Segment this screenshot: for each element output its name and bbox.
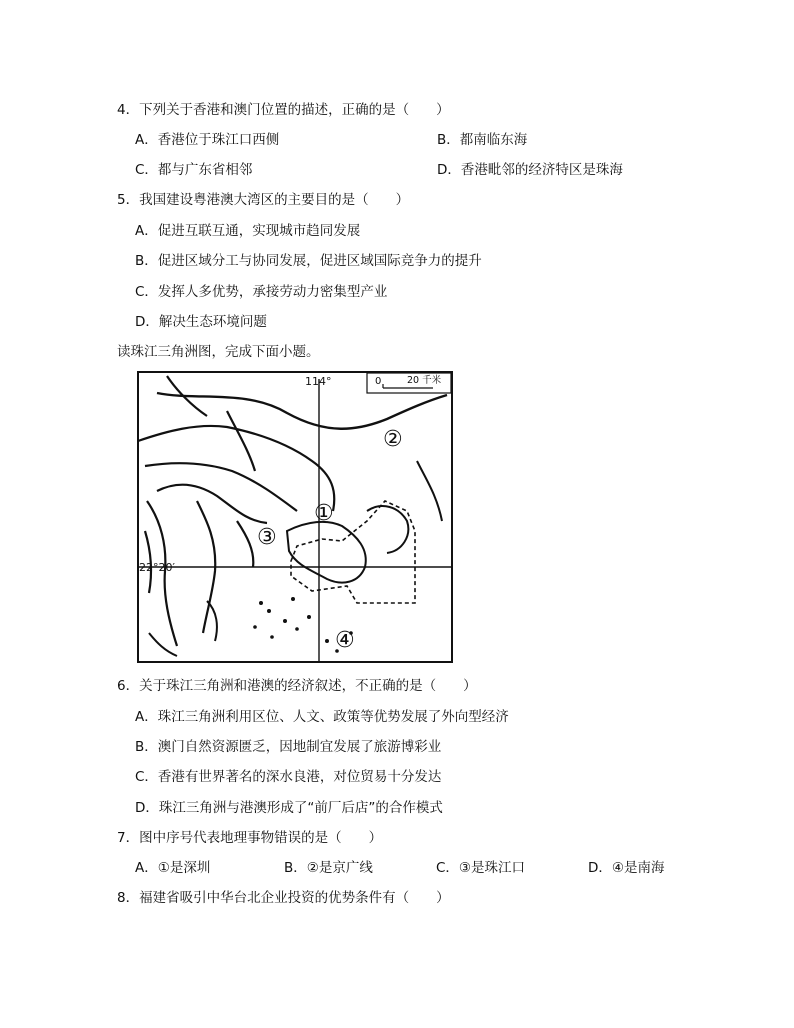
marker-4: ④	[335, 628, 355, 653]
latitude-label: 22°20′	[139, 561, 175, 574]
q7-option-b: B．②是京广线	[284, 860, 373, 876]
scale-label: 20 千米	[407, 375, 442, 386]
q7-option-c: C．③是珠江口	[436, 860, 526, 876]
marker-3: ③	[257, 525, 277, 550]
q5-option-a: A．促进互联互通，实现城市趋同发展	[135, 223, 361, 239]
question-8-stem: 8．福建省吸引中华台北企业投资的优势条件有（ ）	[117, 890, 450, 906]
q4-option-d: D．香港毗邻的经济特区是珠海	[437, 162, 623, 178]
scale-zero: 0	[375, 376, 382, 387]
marker-1: ①	[314, 501, 334, 526]
q6-option-b: B．澳门自然资源匮乏，因地制宜发展了旅游博彩业	[135, 739, 442, 755]
question-5-stem: 5．我国建设粤港澳大湾区的主要目的是（ ）	[117, 192, 410, 208]
question-7-stem: 7．图中序号代表地理事物错误的是（ ）	[117, 830, 383, 846]
longitude-label: 114°	[305, 375, 332, 388]
q4-option-a: A．香港位于珠江口西侧	[135, 132, 280, 148]
marker-2: ②	[383, 427, 403, 452]
q4-option-c: C．都与广东省相邻	[135, 162, 253, 178]
q6-option-a: A．珠江三角洲利用区位、人文、政策等优势发展了外向型经济	[135, 709, 509, 725]
q5-option-c: C．发挥人多优势，承接劳动力密集型产业	[135, 284, 388, 300]
pearl-river-delta-map	[137, 371, 453, 663]
q7-option-d: D．④是南海	[588, 860, 665, 876]
q5-option-d: D．解决生态环境问题	[135, 314, 267, 330]
question-4-stem: 4．下列关于香港和澳门位置的描述，正确的是（ ）	[117, 102, 450, 118]
map-intro-text: 读珠江三角洲图，完成下面小题。	[117, 344, 320, 360]
q4-option-b: B．都南临东海	[437, 132, 528, 148]
question-6-stem: 6．关于珠江三角洲和港澳的经济叙述，不正确的是（ ）	[117, 678, 477, 694]
q5-option-b: B．促进区域分工与协同发展，促进区域国际竞争力的提升	[135, 253, 482, 269]
q6-option-c: C．香港有世界著名的深水良港，对位贸易十分发达	[135, 769, 442, 785]
map-svg	[137, 371, 453, 663]
q6-option-d: D．珠江三角洲与港澳形成了“前厂后店”的合作模式	[135, 800, 443, 816]
q7-option-a: A．①是深圳	[135, 860, 211, 876]
